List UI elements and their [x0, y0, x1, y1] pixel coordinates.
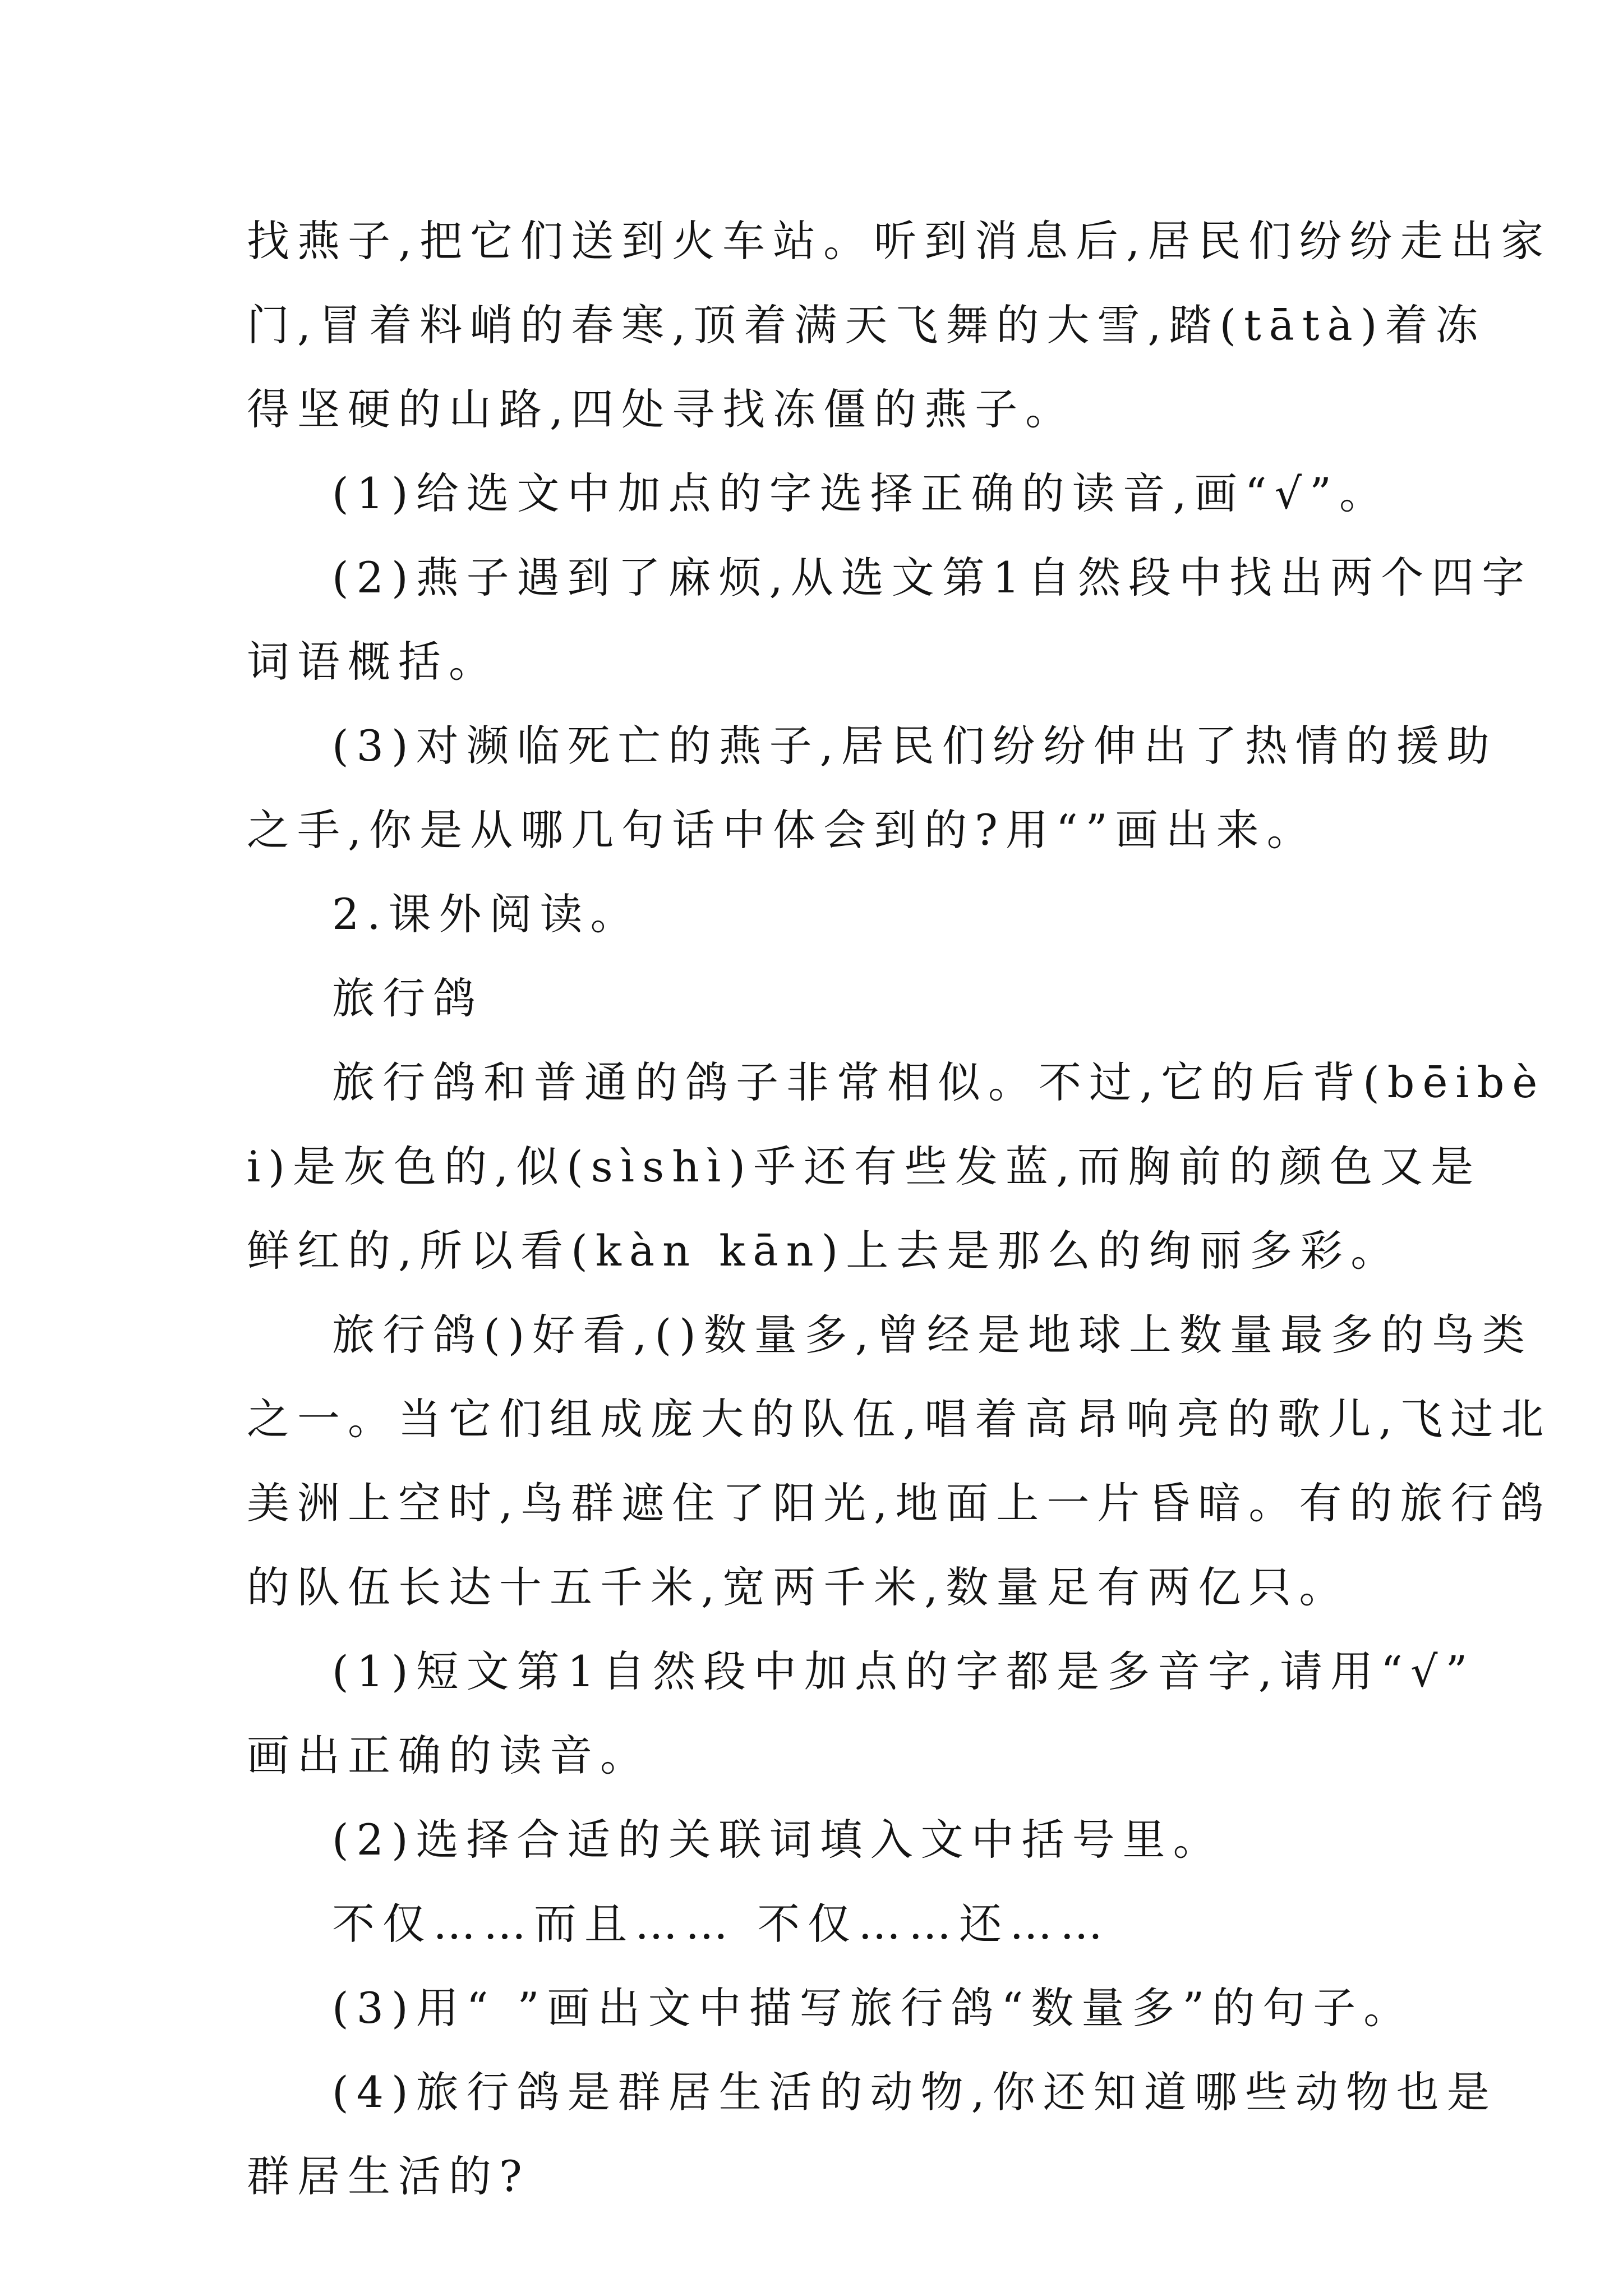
text-line: 的队伍长达十五千米,宽两千米,数量足有两亿只。: [247, 1562, 1350, 1612]
document-body: [247, 199, 1552, 2219]
text-line: 画出正确的读音。: [247, 1731, 651, 1780]
question-line: (2)选择合适的关联词填入文中括号里。: [332, 1815, 1224, 1865]
text-line: i)是灰色的,似(sìshì)乎还有些发蓝,而胸前的颜色又是: [247, 1142, 1482, 1191]
question-line: (1)给选文中加点的字选择正确的读音,画“√”。: [332, 468, 1390, 518]
question-line: (4)旅行鸽是群居生活的动物,你还知道哪些动物也是: [332, 2067, 1497, 2117]
text-line: 鲜红的,所以看(kàn kān)上去是那么的绚丽多彩。: [247, 1226, 1401, 1276]
question-line: (3)用“ ”画出文中描写旅行鸽“数量多”的句子。: [332, 1983, 1414, 2033]
question-line: (1)短文第1自然段中加点的字都是多音字,请用“√”: [332, 1646, 1476, 1696]
text-line: 门,冒着料峭的春寒,顶着满天飞舞的大雪,踏(tātà)着冻: [247, 300, 1486, 350]
text-line: 词语概括。: [247, 637, 499, 687]
text-line: 得坚硬的山路,四处寻找冻僵的燕子。: [247, 384, 1076, 434]
passage-title: 旅行鸽: [332, 973, 483, 1023]
text-line: 群居生活的?: [247, 2151, 530, 2201]
text-line: 旅行鸽()好看,()数量多,曾经是地球上数量最多的鸟类: [332, 1310, 1533, 1360]
text-line: 找燕子,把它们送到火车站。听到消息后,居民们纷纷走出家: [247, 216, 1552, 266]
question-line: (2)燕子遇到了麻烦,从选文第1自然段中找出两个四字: [332, 553, 1533, 602]
text-line: 美洲上空时,鸟群遮住了阳光,地面上一片昏暗。有的旅行鸽: [247, 1478, 1552, 1528]
option-line: 不仅……而且…… 不仅……还……: [332, 1899, 1111, 1949]
text-line: 之一。当它们组成庞大的队伍,唱着高昂响亮的歌儿,飞过北: [247, 1394, 1552, 1444]
question-line: (3)对濒临死亡的燕子,居民们纷纷伸出了热情的援助: [332, 721, 1497, 771]
text-line: 旅行鸽和普通的鸽子非常相似。不过,它的后背(bēibè: [332, 1057, 1546, 1107]
text-line: 之手,你是从哪几句话中体会到的?用“”画出来。: [247, 805, 1317, 855]
section-heading: 2.课外阅读。: [332, 889, 641, 939]
